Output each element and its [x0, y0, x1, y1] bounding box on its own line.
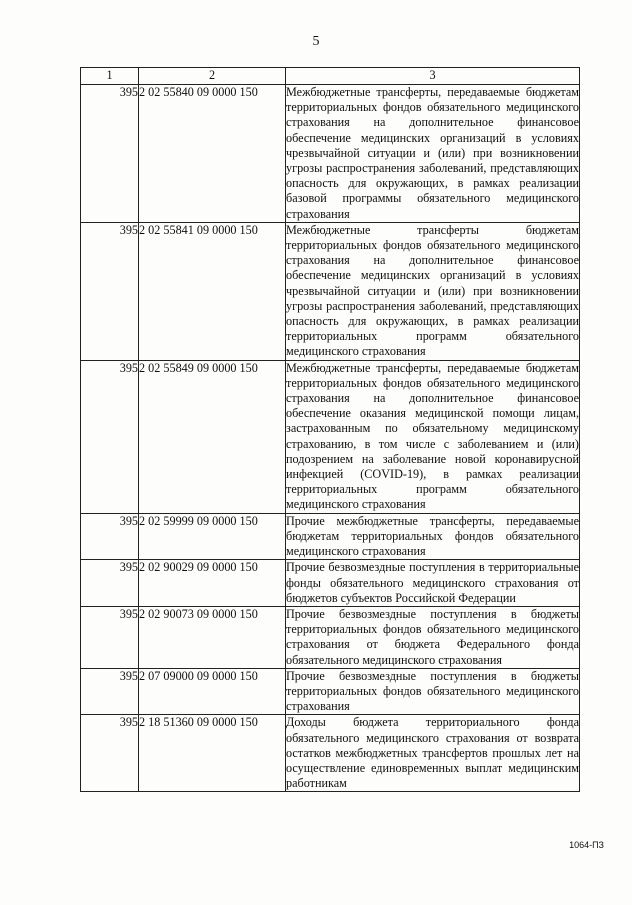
- table-header: [81, 68, 580, 85]
- revenue-code-cell: 2 02 90029 09 0000 150: [139, 560, 286, 607]
- column-header-2: 2: [139, 68, 286, 85]
- description-cell: Прочие безвозмездные поступления в бюджеты территориальных фондов обязательного медицинского страхования: [286, 668, 579, 714]
- admin-code-cell: 395: [81, 715, 139, 792]
- admin-code-cell: 395: [81, 668, 139, 715]
- table-row: [81, 715, 580, 792]
- revenue-code-cell: 2 07 09000 09 0000 150: [139, 668, 286, 715]
- revenue-code-cell: 2 02 55849 09 0000 150: [139, 360, 286, 513]
- table-row: [81, 513, 580, 560]
- table-row: [81, 560, 580, 607]
- revenue-code-cell: 2 18 51360 09 0000 150: [139, 715, 286, 792]
- description-cell: Прочие безвозмездные поступления в бюджеты территориальных фондов обязательного медицинского страхования от бюджета Федерального фонда обязательного медицинского страхования: [286, 606, 579, 667]
- admin-code-cell: 395: [81, 560, 139, 607]
- admin-code-cell: 395: [81, 222, 139, 360]
- description-cell: Межбюджетные трансферты бюджетам территориальных фондов обязательного медицинского страхования на дополнительное финансовое обеспечение медицинских организаций в условиях чрезвычайной ситуации и (или) при возникновении угрозы распространения заболеваний, представляющих опасность для окружающих, в рамках реализации территориальных программ обязательного медицинского страхования: [286, 222, 579, 359]
- header-row: [81, 68, 580, 85]
- table-row: [81, 222, 580, 360]
- description-cell: Межбюджетные трансферты, передаваемые бюджетам территориальных фондов обязательного медицинского страхования на дополнительное финансовое обеспечение оказания медицинской помощи лицам, застрахованным по обязательному медицинскому страхованию, в том числе с заболеванием и (или) подозрением на заболевание новой коронавирусной инфекцией (COVID-19), в рамках реализации территориальных программ обязательного медицинского страхования: [286, 360, 579, 512]
- revenue-code-cell: 2 02 55840 09 0000 150: [139, 85, 286, 223]
- table-row: [81, 606, 580, 668]
- description-cell: Доходы бюджета территориального фонда обязательного медицинского страхования от возврата остатков межбюджетных трансфертов прошлых лет на осуществление единовременных выплат медицинским работникам: [286, 715, 579, 791]
- document-footer-code: 1064-ПЗ: [569, 840, 604, 850]
- admin-code-cell: 395: [81, 360, 139, 513]
- table-row: [81, 360, 580, 513]
- revenue-code-cell: 2 02 59999 09 0000 150: [139, 513, 286, 560]
- column-header-3: 3: [286, 68, 580, 85]
- admin-code-cell: 395: [81, 513, 139, 560]
- admin-code-cell: 395: [81, 85, 139, 223]
- description-cell: Прочие безвозмездные поступления в территориальные фонды обязательного медицинского страхования от бюджетов субъектов Российской Федерации: [286, 560, 579, 605]
- description-cell: Межбюджетные трансферты, передаваемые бюджетам территориальных фондов обязательного медицинского страхования на дополнительное финансовое обеспечение медицинских организаций в условиях чрезвычайной ситуации и (или) при возникновении угрозы распространения заболеваний, представляющих опасность для окружающих, в рамках реализации базовой программы обязательного медицинского страхования: [286, 85, 579, 221]
- revenue-codes-table: [80, 67, 580, 792]
- table-row: [81, 85, 580, 223]
- column-header-1: 1: [81, 68, 139, 85]
- table-row: [81, 668, 580, 715]
- revenue-code-cell: 2 02 90073 09 0000 150: [139, 606, 286, 668]
- table-body: [81, 85, 580, 792]
- page-number: 5: [312, 34, 320, 49]
- description-cell: Прочие межбюджетные трансферты, передаваемые бюджетам территориальных фондов обязательного медицинского страхования: [286, 513, 579, 559]
- revenue-code-cell: 2 02 55841 09 0000 150: [139, 222, 286, 360]
- admin-code-cell: 395: [81, 606, 139, 668]
